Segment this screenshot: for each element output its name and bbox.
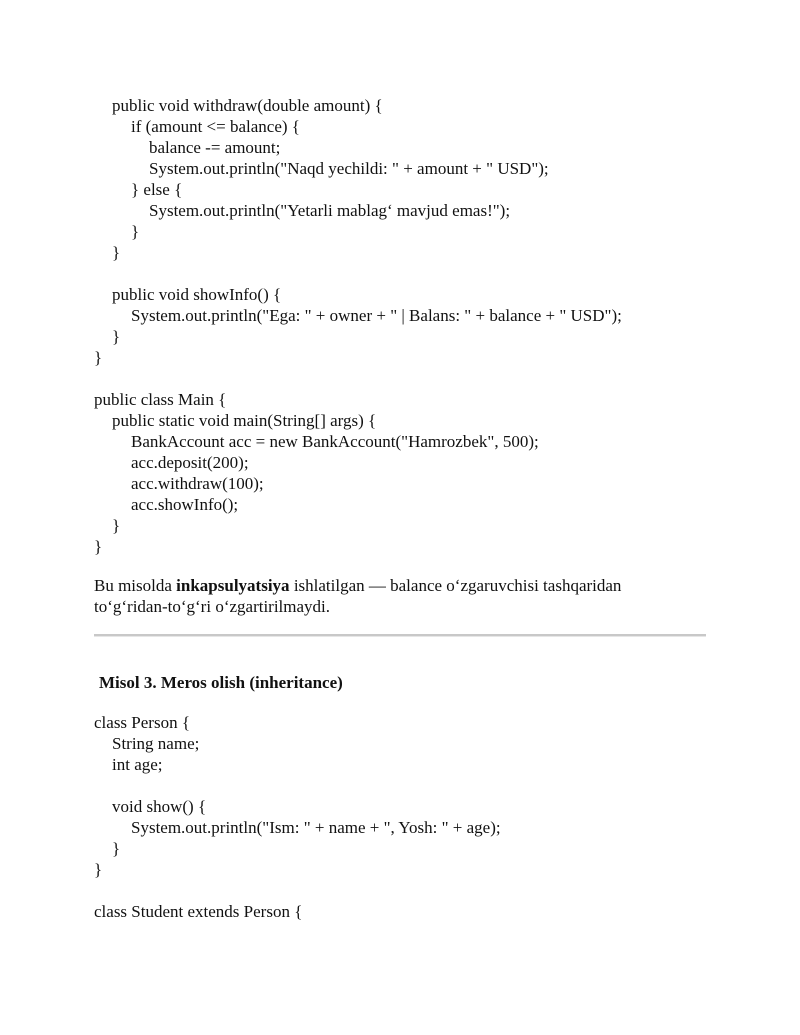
code-line: System.out.println("Naqd yechildi: " + amount + " USD"); bbox=[149, 159, 549, 178]
code-line: } bbox=[112, 839, 121, 858]
code-line: void show() { bbox=[112, 797, 207, 816]
code-line: System.out.println("Ega: " + owner + " | Balans: " + balance + " USD"); bbox=[131, 306, 622, 325]
code-line: public static void main(String[] args) { bbox=[112, 411, 377, 430]
code-line: BankAccount acc = new BankAccount("Hamrozbek", 500); bbox=[131, 432, 539, 451]
code-line: } bbox=[112, 516, 121, 535]
code-line: } bbox=[94, 860, 103, 879]
code-line: } bbox=[112, 327, 121, 346]
code-line: acc.deposit(200); bbox=[131, 453, 249, 472]
paragraph-text: ishlatilgan — balance o‘zgaruvchisi tashqaridan bbox=[289, 576, 622, 595]
code-line: public void showInfo() { bbox=[112, 285, 282, 304]
code-line: } bbox=[131, 222, 140, 241]
paragraph-text: Bu misolda bbox=[94, 576, 177, 595]
horizontal-divider bbox=[94, 634, 706, 637]
code-line: class Student extends Person { bbox=[94, 902, 303, 921]
code-line: acc.showInfo(); bbox=[131, 495, 239, 514]
paragraph-text: to‘g‘ridan-to‘g‘ri o‘zgartirilmaydi. bbox=[94, 597, 331, 616]
code-line-blank bbox=[94, 368, 622, 389]
code-line-blank bbox=[94, 775, 501, 796]
code-block-bank-account bbox=[94, 95, 622, 557]
code-line-blank bbox=[94, 880, 501, 901]
code-line: if (amount <= balance) { bbox=[131, 117, 300, 136]
code-line: } bbox=[94, 537, 103, 556]
code-line: public void withdraw(double amount) { bbox=[112, 96, 383, 115]
code-line: int age; bbox=[112, 755, 163, 774]
code-line: public class Main { bbox=[94, 390, 227, 409]
code-line: class Person { bbox=[94, 713, 190, 732]
code-line: System.out.println("Yetarli mablag‘ mavjud emas!"); bbox=[149, 201, 511, 220]
section-heading: Misol 3. Meros olish (inheritance) bbox=[99, 673, 343, 692]
code-line: } else { bbox=[131, 180, 183, 199]
code-line: } bbox=[94, 348, 103, 367]
code-line-blank bbox=[94, 263, 622, 284]
explanation-paragraph bbox=[94, 575, 714, 617]
code-line: String name; bbox=[112, 734, 200, 753]
paragraph-bold-term: inkapsulyatsiya bbox=[176, 576, 290, 595]
code-line: acc.withdraw(100); bbox=[131, 474, 264, 493]
code-line: } bbox=[112, 243, 121, 262]
code-block-inheritance bbox=[94, 712, 501, 922]
code-line: System.out.println("Ism: " + name + ", Yosh: " + age); bbox=[131, 818, 501, 837]
code-line: balance -= amount; bbox=[149, 138, 281, 157]
